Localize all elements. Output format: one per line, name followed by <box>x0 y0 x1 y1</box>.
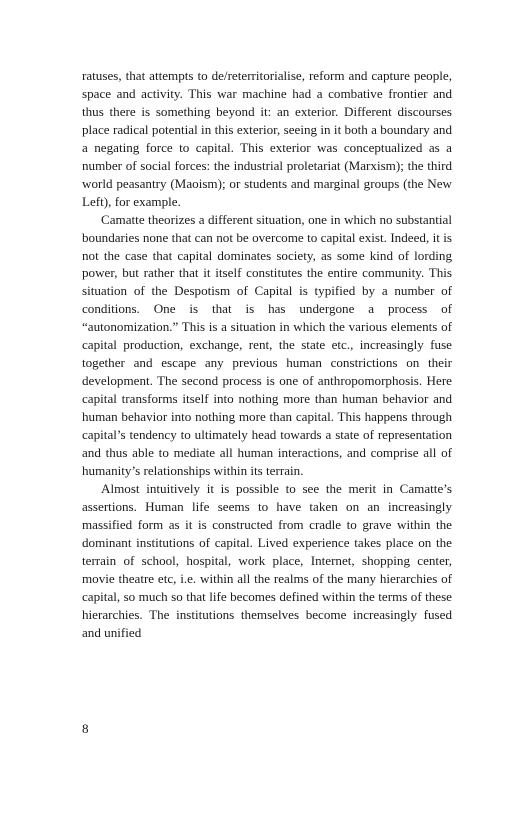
paragraph-camatte-theory: Camatte theorizes a different situation, one in which no substantial boundaries none that can not be overcome to capital exist. Indeed, it is not the case that capital dominates society, as some kind of lording power, but rather that it itself constitutes the entire community. This situation of the Despotism of Capital is typified by a number of conditions. One is that is has undergone a process of “autonomization.” This is a situation in which the various elements of capital production, exchange, rent, the state etc., increasingly fuse together and escape any previous human constrictions on their development. The second process is one of anthropomorphosis. Here capital transforms itself into nothing more than human behavior and human behavior into nothing more than capital. This happens through capital’s tendency to ultimately head towards a state of representation and thus able to mediate all human interactions, and comprise all of humanity’s relationships within its terrain. <box>82 211 452 478</box>
paragraph-war-machine: ratuses, that attempts to de/reterritorialise, reform and capture people, space and activity. This war machine had a combative frontier and thus there is something beyond it: an exterior. Different discourses place radical potential in this exterior, seeing in it both a boundary and a negating force to capital. This exterior was conceptualized as a number of social forces: the industrial proletariat (Marxism); the third world peasantry (Maoism); or students and marginal groups (the New Left), for example. <box>82 68 452 209</box>
paragraph-camatte-assertions: Almost intuitively it is possible to see the merit in Camatte’s assertions. Human life seems to have taken on an increasingly massified form as it is constructed from cradle to grave within the dominant institutions of capital. Lived experience takes place on the terrain of school, hospital, work place, Internet, shopping center, movie theatre etc, i.e. within all the realms of the many hierarchies of capital, so much so that life becomes defined within the terms of these hierarchies. The institutions themselves become increasingly fused and unified <box>82 480 452 640</box>
page-body <box>82 67 452 642</box>
page-number: 8 <box>82 721 89 736</box>
